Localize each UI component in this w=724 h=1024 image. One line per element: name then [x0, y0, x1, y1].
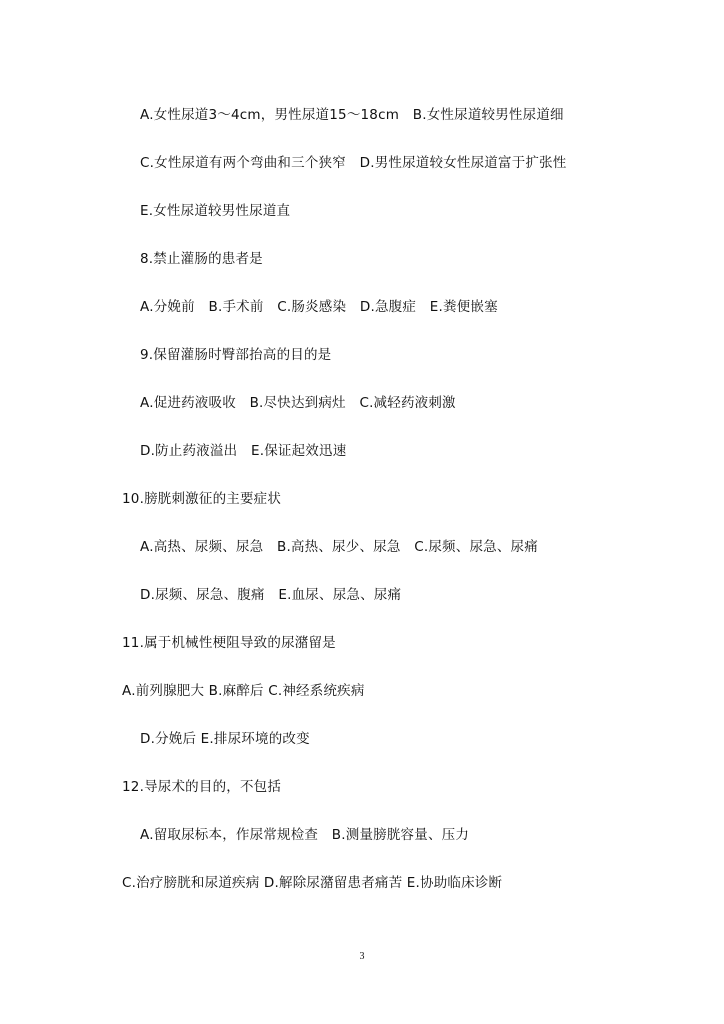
option-line-q10-abc: A.高热、尿频、尿急 B.高热、尿少、尿急 C.尿频、尿急、尿痛 [140, 539, 538, 555]
option-line-q11-de: D.分娩后 E.排尿环境的改变 [140, 731, 310, 747]
question-12: 12.导尿术的目的，不包括 [122, 779, 282, 795]
option-line-q11-abc: A.前列腺肥大 B.麻醉后 C.神经系统疾病 [122, 683, 365, 699]
question-10: 10.膀胱刺激征的主要症状 [122, 491, 282, 507]
option-line-q9-abc: A.促进药液吸收 B.尽快达到病灶 C.减轻药液刺激 [140, 395, 456, 411]
question-9: 9.保留灌肠时臀部抬高的目的是 [140, 347, 332, 363]
option-line-q12-ab: A.留取尿标本，作尿常规检查 B.测量膀胱容量、压力 [140, 827, 470, 843]
option-line-q7-ab: A.女性尿道3～4cm，男性尿道15～18cm B.女性尿道较男性尿道细 [140, 107, 564, 123]
question-8: 8.禁止灌肠的患者是 [140, 251, 263, 267]
option-line-q10-de: D.尿频、尿急、腹痛 E.血尿、尿急、尿痛 [140, 587, 402, 603]
page-number: 3 [359, 951, 365, 962]
question-11: 11.属于机械性梗阻导致的尿潴留是 [122, 635, 336, 651]
option-line-q8: A.分娩前 B.手术前 C.肠炎感染 D.急腹症 E.粪便嵌塞 [140, 299, 498, 315]
option-line-q7-e: E.女性尿道较男性尿道直 [140, 203, 291, 219]
option-line-q9-de: D.防止药液溢出 E.保证起效迅速 [140, 443, 347, 459]
option-line-q12-cde: C.治疗膀胱和尿道疾病 D.解除尿潴留患者痛苦 E.协助临床诊断 [122, 875, 503, 891]
option-line-q7-cd: C.女性尿道有两个弯曲和三个狭窄 D.男性尿道较女性尿道富于扩张性 [140, 155, 567, 171]
